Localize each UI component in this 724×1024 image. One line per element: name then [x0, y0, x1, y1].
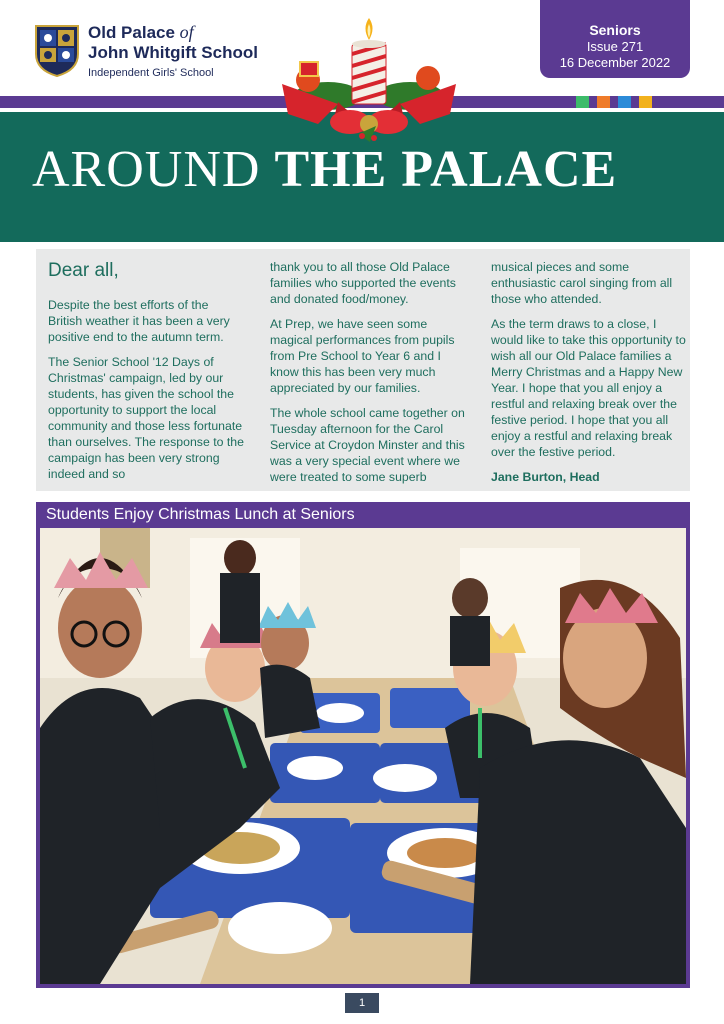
page-number: 1 — [345, 993, 379, 1013]
letter-column-3 — [491, 259, 687, 494]
issue-section: Seniors — [589, 22, 641, 38]
issue-number: Issue 271 — [586, 39, 644, 54]
article-title: Students Enjoy Christmas Lunch at Seniors — [46, 506, 355, 523]
school-name — [88, 22, 258, 79]
letter-paragraph: At Prep, we have seen some magical performances from pupils from Pre School to Year 6 and I know this has been very much appreciated by our families. — [270, 317, 455, 395]
title-light: AROUND — [32, 141, 275, 198]
letter-paragraph: The whole school came together on Tuesday afternoon for the Carol Service at Croydon Minster and this was a very special event where we were treated to some superb — [270, 406, 465, 484]
accent-square-orange — [597, 96, 610, 108]
accent-square-blue — [618, 96, 631, 108]
letter-paragraph: The Senior School '12 Days of Christmas' campaign, led by our students, has given the school the opportunity to support the local community and those less fortunate than ourselves. The response to the campaign has been very strong indeed and so — [48, 355, 244, 481]
letter-signature: Jane Burton, Head — [491, 470, 600, 484]
letter-paragraph: musical pieces and some enthusiastic carol singing from all those who attended. — [491, 260, 673, 306]
school-name-of: of — [179, 22, 194, 42]
school-crest-logo — [34, 24, 80, 78]
accent-square-yellow — [639, 96, 652, 108]
letter-paragraph: Despite the best efforts of the British weather it has been a very positive end to the autumn term. — [48, 298, 230, 344]
issue-badge — [540, 0, 690, 78]
christmas-candle-decoration — [278, 14, 460, 154]
letter-paragraph: As the term draws to a close, I would like to take this opportunity to wish all our Old Palace families a Merry Christmas and a Happy New Year. I hope that you all enjoy a restful and relaxing break over the festive period. I hope that you all enjoy a restful and relaxing break over the festive period. — [491, 317, 686, 459]
christmas-lunch-photo — [40, 528, 686, 984]
school-name-line1: Old Palace — [88, 23, 180, 42]
letter-column-1 — [48, 259, 244, 491]
accent-square-green — [576, 96, 589, 108]
title-bold: THE PALACE — [274, 141, 618, 198]
head-letter — [36, 249, 690, 491]
school-tagline: Independent Girls' School — [88, 67, 214, 79]
letter-paragraph: thank you to all those Old Palace families who supported the events and donated food/money. — [270, 260, 456, 306]
school-name-line2: John Whitgift School — [88, 43, 258, 62]
letter-column-2 — [270, 259, 466, 494]
letter-greeting: Dear all, — [48, 260, 119, 281]
issue-date: 16 December 2022 — [559, 55, 671, 70]
